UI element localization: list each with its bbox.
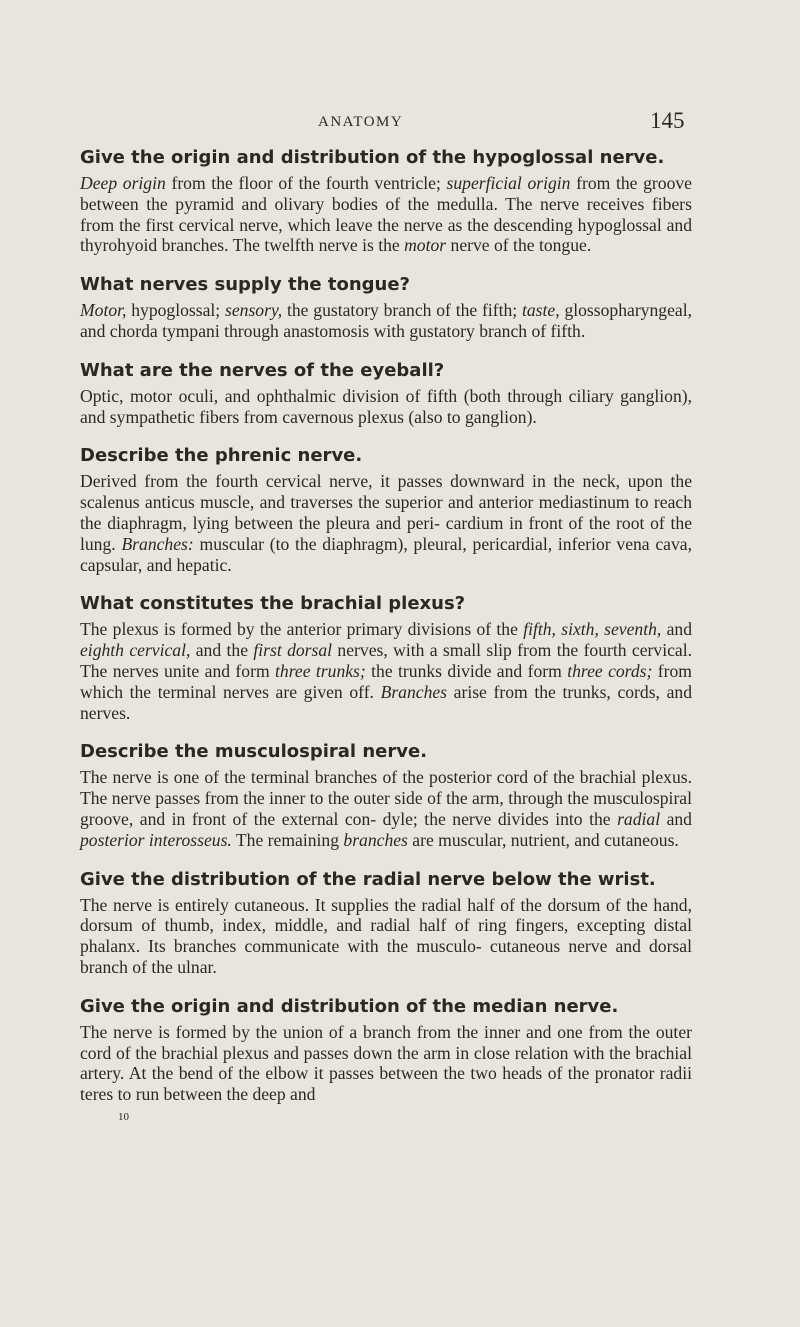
emphasis-text: Deep origin [80, 173, 166, 193]
answer-text: nerve of the tongue. [446, 235, 592, 256]
answer-paragraph [80, 386, 692, 428]
answer-text: from which the terminal nerves are given off. [80, 660, 692, 702]
answer-text: The plexus is formed by the anterior primary divisions of the [80, 619, 524, 640]
answer-paragraph [80, 767, 692, 850]
answer-paragraph [80, 895, 692, 978]
answer-text: The nerve is one of the terminal branches of the posterior cord of the brachial plexus. The nerve passes from the inner to the outer side of the arm, through the musculospiral groove, and in front of the external con- dyle; the nerve divides into the [80, 767, 692, 829]
answer-paragraph [80, 173, 692, 256]
answer-text: the gustatory branch of the fifth; [282, 300, 522, 321]
emphasis-text: radial [617, 808, 661, 829]
answer-paragraph [80, 471, 692, 575]
emphasis-text: Branches [380, 681, 448, 702]
question-heading: What nerves supply the tongue? [80, 274, 411, 296]
page-content [80, 146, 692, 1122]
emphasis-text: Motor, [80, 300, 127, 321]
answer-text: hypoglossal; [126, 300, 225, 321]
emphasis-text: three trunks; [275, 660, 366, 681]
question-heading: Give the distribution of the radial nerve below the wrist. [80, 868, 656, 890]
question-heading: What are the nerves of the eyeball? [80, 359, 445, 381]
answer-text: from the groove between the pyramid and olivary bodies of the medulla. The nerve receives fibers from the first cervical nerve, which leave the nerve as the descending hypoglossal and thyrohyoid branches. The twelfth nerve is the [80, 173, 692, 256]
answer-text: The remaining [231, 829, 344, 850]
answer-paragraph [80, 619, 692, 723]
qa-section [80, 995, 692, 1105]
answer-text: and the [190, 640, 254, 661]
emphasis-text: superficial origin [446, 173, 571, 193]
emphasis-text: eighth cervical, [80, 640, 191, 661]
question-heading: Give the origin and distribution of the median nerve. [80, 995, 619, 1017]
answer-text: glossopharyngeal, and chorda tympani through anastomosis with gustatory branch of fifth. [80, 300, 692, 341]
page-header [0, 108, 800, 138]
emphasis-text: sensory, [225, 300, 283, 321]
answer-text: from the floor of the fourth ventricle; [165, 173, 447, 193]
answer-text: muscular (to the diaphragm), pleural, pericardial, inferior vena cava, capsular, and hepatic. [80, 533, 692, 575]
emphasis-text: motor [404, 235, 447, 256]
emphasis-text: three cords; [567, 660, 653, 681]
answer-text: are muscular, nutrient, and cutaneous. [407, 829, 679, 850]
signature-mark: 10 [118, 1111, 129, 1123]
answer-text: Derived from the fourth cervical nerve, it passes downward in the neck, upon the scalenus anticus muscle, and traverses the superior and anterior mediastinum to reach the diaphragm, lying between the pleura and peri- cardium in front of the root of the lung. [80, 471, 692, 554]
answer-text: the trunks divide and form [365, 660, 568, 681]
running-head: ANATOMY [318, 114, 404, 130]
answer-text: and [661, 619, 692, 640]
answer-paragraph [80, 300, 692, 342]
answer-text: arise from the trunks, cords, and nerves. [80, 681, 692, 723]
qa-section [80, 146, 692, 256]
emphasis-text: posterior interosseus. [80, 829, 232, 850]
qa-section [80, 359, 692, 428]
answer-text: Optic, motor oculi, and ophthalmic division of fifth (both through ciliary ganglion), and sympathetic fibers from cavernous plexus (also to ganglion). [80, 385, 692, 427]
emphasis-text: fifth, sixth, seventh, [523, 619, 662, 640]
question-heading: Describe the musculospiral nerve. [80, 741, 428, 763]
question-heading: Give the origin and distribution of the hypoglossal nerve. [80, 147, 665, 168]
answer-text: nerves, with a small slip from the fourth cervical. The nerves unite and form [80, 640, 692, 681]
question-heading: What constitutes the brachial plexus? [80, 593, 466, 615]
page-number: 145 [650, 108, 685, 133]
question-heading: Describe the phrenic nerve. [80, 445, 363, 467]
qa-section [80, 868, 692, 978]
answer-paragraph [80, 1022, 692, 1105]
qa-section [80, 740, 692, 850]
emphasis-text: taste, [522, 300, 560, 321]
answer-text: The nerve is formed by the union of a branch from the inner and one from the outer cord of the brachial plexus and passes down the arm in close relation with the brachial artery. At the bend of the elbow it passes between the two heads of the pronator radii teres to run between the deep and [80, 1021, 692, 1105]
qa-section [80, 273, 692, 342]
qa-section [80, 592, 692, 723]
qa-section [80, 444, 692, 575]
emphasis-text: branches [343, 829, 408, 850]
answer-text: The nerve is entirely cutaneous. It supplies the radial half of the dorsum of the hand, dorsum of thumb, index, middle, and radial half of ring fingers, excepting distal phalanx. Its branches communicate with the musculo- cutaneous nerve and dorsal branch of the ulnar. [80, 894, 692, 977]
emphasis-text: Branches: [121, 533, 194, 554]
emphasis-text: first dorsal [253, 640, 333, 661]
answer-text: and [660, 808, 692, 829]
